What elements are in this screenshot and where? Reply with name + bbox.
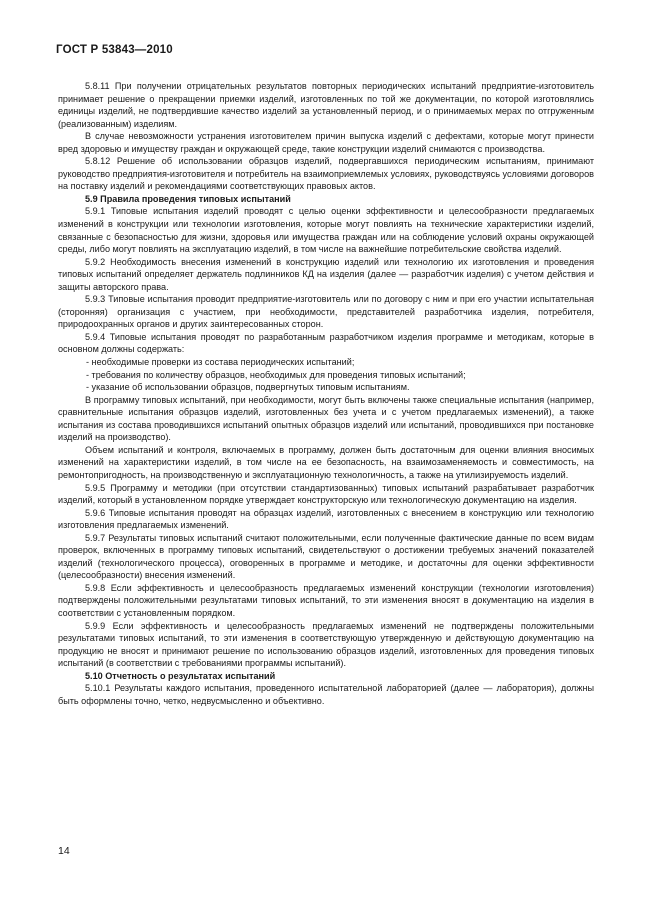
paragraph: 5.9.6 Типовые испытания проводят на образцах изделий, изготовленных с внесением в конструкцию или технологию изготовления предлагаемых изменений. (58, 507, 594, 531)
list-item: - указание об использовании образцов, подвергнутых типовым испытаниям. (86, 382, 410, 393)
paragraph: 5.9.4 Типовые испытания проводят по разработанным разработчиком изделия программе и методикам, которые в основном должны содержать: (58, 331, 594, 355)
page-number: 14 (58, 845, 70, 857)
paragraph: 5.8.11 При получении отрицательных результатов повторных периодических испытаний предприятие-изготовитель принимает решение о прекращении приемки изделий, изготовленных по той же документации, по которой изготовлялись единицы изделий, не подтвердившие качество изделий за установленный период, и о принимаемых мерах по отгруженным (реализованным) изделиям. (58, 81, 594, 129)
paragraph: В случае невозможности устранения изготовителем причин выпуска изделий с дефектами, которые могут принести вред здоровью и имуществу граждан и окружающей среде, такие конструкции изделий снимаются с производства. (58, 131, 594, 154)
list-item: - требования по количеству образцов, необходимых для проведения типовых испытаний; (86, 369, 466, 380)
paragraph: 5.9.5 Программу и методики (при отсутствии стандартизованных) типовых испытаний разрабатывает разработчик изделий, который в установленном порядке утверждает конструкторскую или технологическую документацию на изделия. (58, 482, 594, 506)
paragraph: 5.9.8 Если эффективность и целесообразность предлагаемых изменений конструкции (технологии изготовления) подтверждены положительными результатами типовых испытаний, то эти изменения вносят в документацию на изделия в соответствии с установленным порядком. (58, 582, 594, 618)
paragraph: 5.9.1 Типовые испытания изделий проводят с целью оценки эффективности и целесообразности предлагаемых изменений в конструкции или технологии изготовления, которые могут повлиять на технические характеристики изделий, связанные с безопасностью для жизни, здоровья или имущества граждан или на соблюдение условий охраны окружающей среды, либо могут повлиять на эксплуатацию изделий, в том числе на важнейшие потребительские свойства изделий. (58, 206, 594, 255)
paragraph: 5.9.9 Если эффективность и целесообразность предлагаемых изменений не подтверждены положительными результатами типовых испытаний, то эти изменения в соответствующую утвержденную и действующую документацию на продукцию не вносят и принимают решение по использованию образцов изделий, изготовленных для проведения типовых испытаний (в соответствии с требованиями программы испытаний). (58, 620, 594, 669)
paragraph: В программу типовых испытаний, при необходимости, могут быть включены также специальные испытания (например, сравнительные испытания образцов изделий, изготовленных без учета и с учетом предлагаемых изменений), а также испытания из состава проводившихся испытаний опытных образцов изделий или испытаний, проводившихся при постановке изделий на производство). (58, 394, 594, 443)
section-heading: 5.10 Отчетность о результатах испытаний (85, 670, 276, 681)
paragraph: 5.8.12 Решение об использовании образцов изделий, подвергавшихся периодическим испытаниям, принимают руководство предприятия-изготовителя и потребитель на взаимоприемлемых условиях, руководствуясь условиями договоров на поставку изделий и рекомендациями соответствующих правовых актов. (58, 156, 594, 192)
paragraph: 5.9.3 Типовые испытания проводит предприятие-изготовитель или по договору с ним и при его участии испытательная (сторонняя) организация с участием, при необходимости, представителей разработчика изделия, потребителя, природоохранных органов и других заинтересованных сторон. (58, 294, 594, 330)
paragraph: 5.10.1 Результаты каждого испытания, проведенного испытательной лабораторией (далее — лаборатория), должны быть оформлены точно, четко, недвусмысленно и объективно. (58, 683, 594, 706)
paragraph: Объем испытаний и контроля, включаемых в программу, должен быть достаточным для оценки влияния вносимых изменений на характеристики изделий, в том числе на ее безопасность, на взаимозаменяемость и совместимость, на ремонтопригодность, на производственную и эксплуатационную технологичность, а также на утилизируемость изделий. (58, 444, 594, 480)
paragraph: 5.9.2 Необходимость внесения изменений в конструкцию изделий или технологию их изготовления и проведения типовых испытаний определяет держатель подлинников КД на изделия (далее — разработчик изделия) с учетом действия и защиты авторского права. (58, 256, 594, 292)
list-item: - необходимые проверки из состава периодических испытаний; (86, 357, 355, 368)
document-header: ГОСТ Р 53843—2010 (56, 44, 173, 56)
document-body (58, 80, 594, 707)
section-heading: 5.9 Правила проведения типовых испытаний (85, 193, 291, 204)
paragraph: 5.9.7 Результаты типовых испытаний считают положительными, если полученные фактические данные по всем видам проверок, включенных в программу типовых испытаний, свидетельствуют о достижении требуемых значений показателей изделий (технологического процесса), оговоренных в программе и методике, и достаточны для оценки эффективности (целесообразности) внесения изменений. (58, 532, 594, 581)
